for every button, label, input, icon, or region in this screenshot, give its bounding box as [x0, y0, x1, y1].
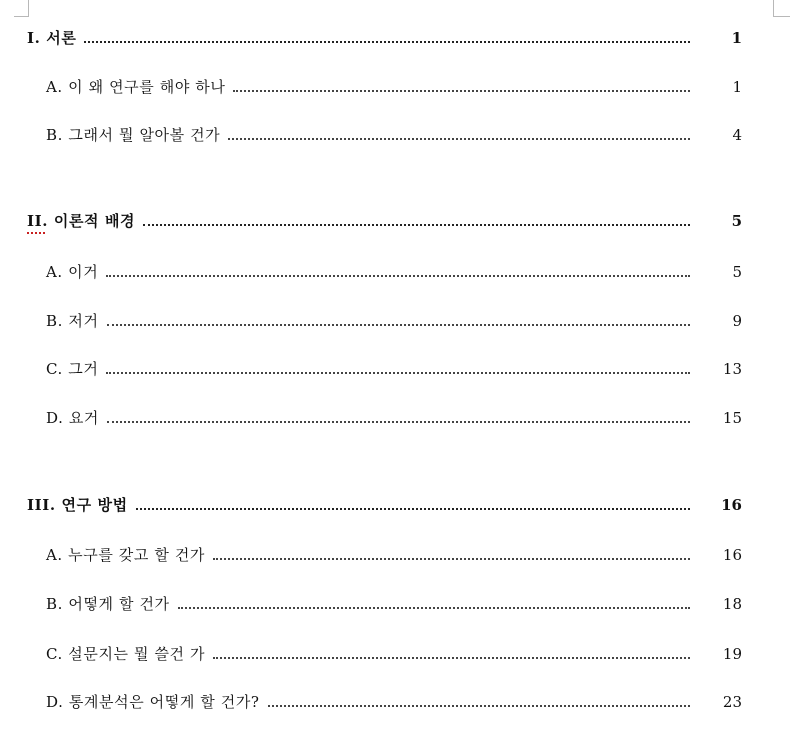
- toc-page-number: 18: [722, 595, 742, 613]
- toc-entry[interactable]: [0, 359, 742, 379]
- toc-entry[interactable]: [0, 77, 742, 97]
- toc-leader-dots: [136, 508, 690, 510]
- toc-heading-2[interactable]: [0, 211, 742, 231]
- toc-heading-1[interactable]: [0, 28, 742, 48]
- toc-leader-dots: [84, 41, 690, 43]
- toc-entry-title: A. 이거: [46, 263, 99, 281]
- toc-entry-title: D. 요거: [46, 409, 100, 427]
- toc-leader-dots: [228, 138, 690, 140]
- toc-page-number: 13: [722, 360, 742, 378]
- toc-entry-title: A. 누구를 갖고 할 건가: [46, 546, 205, 564]
- toc-page-number: 9: [732, 312, 742, 330]
- toc-leader-dots: [107, 324, 690, 326]
- toc-entry[interactable]: [0, 692, 742, 712]
- toc-entry[interactable]: [0, 545, 742, 565]
- toc-entry-title: C. 설문지는 뭘 쓸건 가: [46, 645, 206, 663]
- toc-entry[interactable]: [0, 644, 742, 664]
- toc-entry[interactable]: [0, 594, 742, 614]
- toc-leader-dots: [106, 372, 690, 374]
- toc-entry[interactable]: [0, 311, 742, 331]
- toc-page-number: 23: [722, 693, 742, 711]
- toc-entry-title: B. 어떻게 할 건가: [46, 595, 170, 613]
- toc-heading-title: III. 연구 방법: [27, 496, 128, 514]
- toc-entry[interactable]: [0, 408, 742, 428]
- toc-entry-title: B. 그래서 뭘 알아볼 건가: [46, 126, 221, 144]
- toc-page-number: 1: [731, 29, 742, 47]
- toc-page-number: 19: [722, 645, 742, 663]
- spellcheck-underline: [27, 229, 45, 234]
- toc-heading-title: II. 이론적 배경: [27, 212, 136, 230]
- toc-entry-title: D. 통계분석은 어떻게 할 건가?: [46, 693, 260, 711]
- toc-leader-dots: [106, 275, 690, 277]
- toc-page-number: 15: [722, 409, 742, 427]
- toc-page-number: 16: [722, 546, 742, 564]
- toc-leader-dots: [213, 657, 690, 659]
- toc-entry[interactable]: [0, 125, 742, 145]
- toc-page-number: 5: [732, 263, 742, 281]
- toc-leader-dots: [233, 90, 690, 92]
- toc-page-number: 1: [732, 78, 742, 96]
- toc-leader-dots: [107, 421, 690, 423]
- toc-page-number: 16: [721, 496, 742, 514]
- toc-entry-title: C. 그거: [46, 360, 99, 378]
- toc-page-number: 5: [731, 212, 742, 230]
- toc-entry[interactable]: [0, 262, 742, 282]
- toc-leader-dots: [213, 558, 690, 560]
- toc-leader-dots: [178, 607, 690, 609]
- toc-leader-dots: [268, 705, 690, 707]
- toc-entry-title: A. 이 왜 연구를 해야 하나: [46, 78, 226, 96]
- toc-page-number: 4: [732, 126, 742, 144]
- toc-entry-title: B. 저거: [46, 312, 99, 330]
- toc-heading-3[interactable]: [0, 495, 742, 515]
- toc-leader-dots: [143, 224, 690, 226]
- toc-heading-title: I. 서론: [27, 29, 77, 47]
